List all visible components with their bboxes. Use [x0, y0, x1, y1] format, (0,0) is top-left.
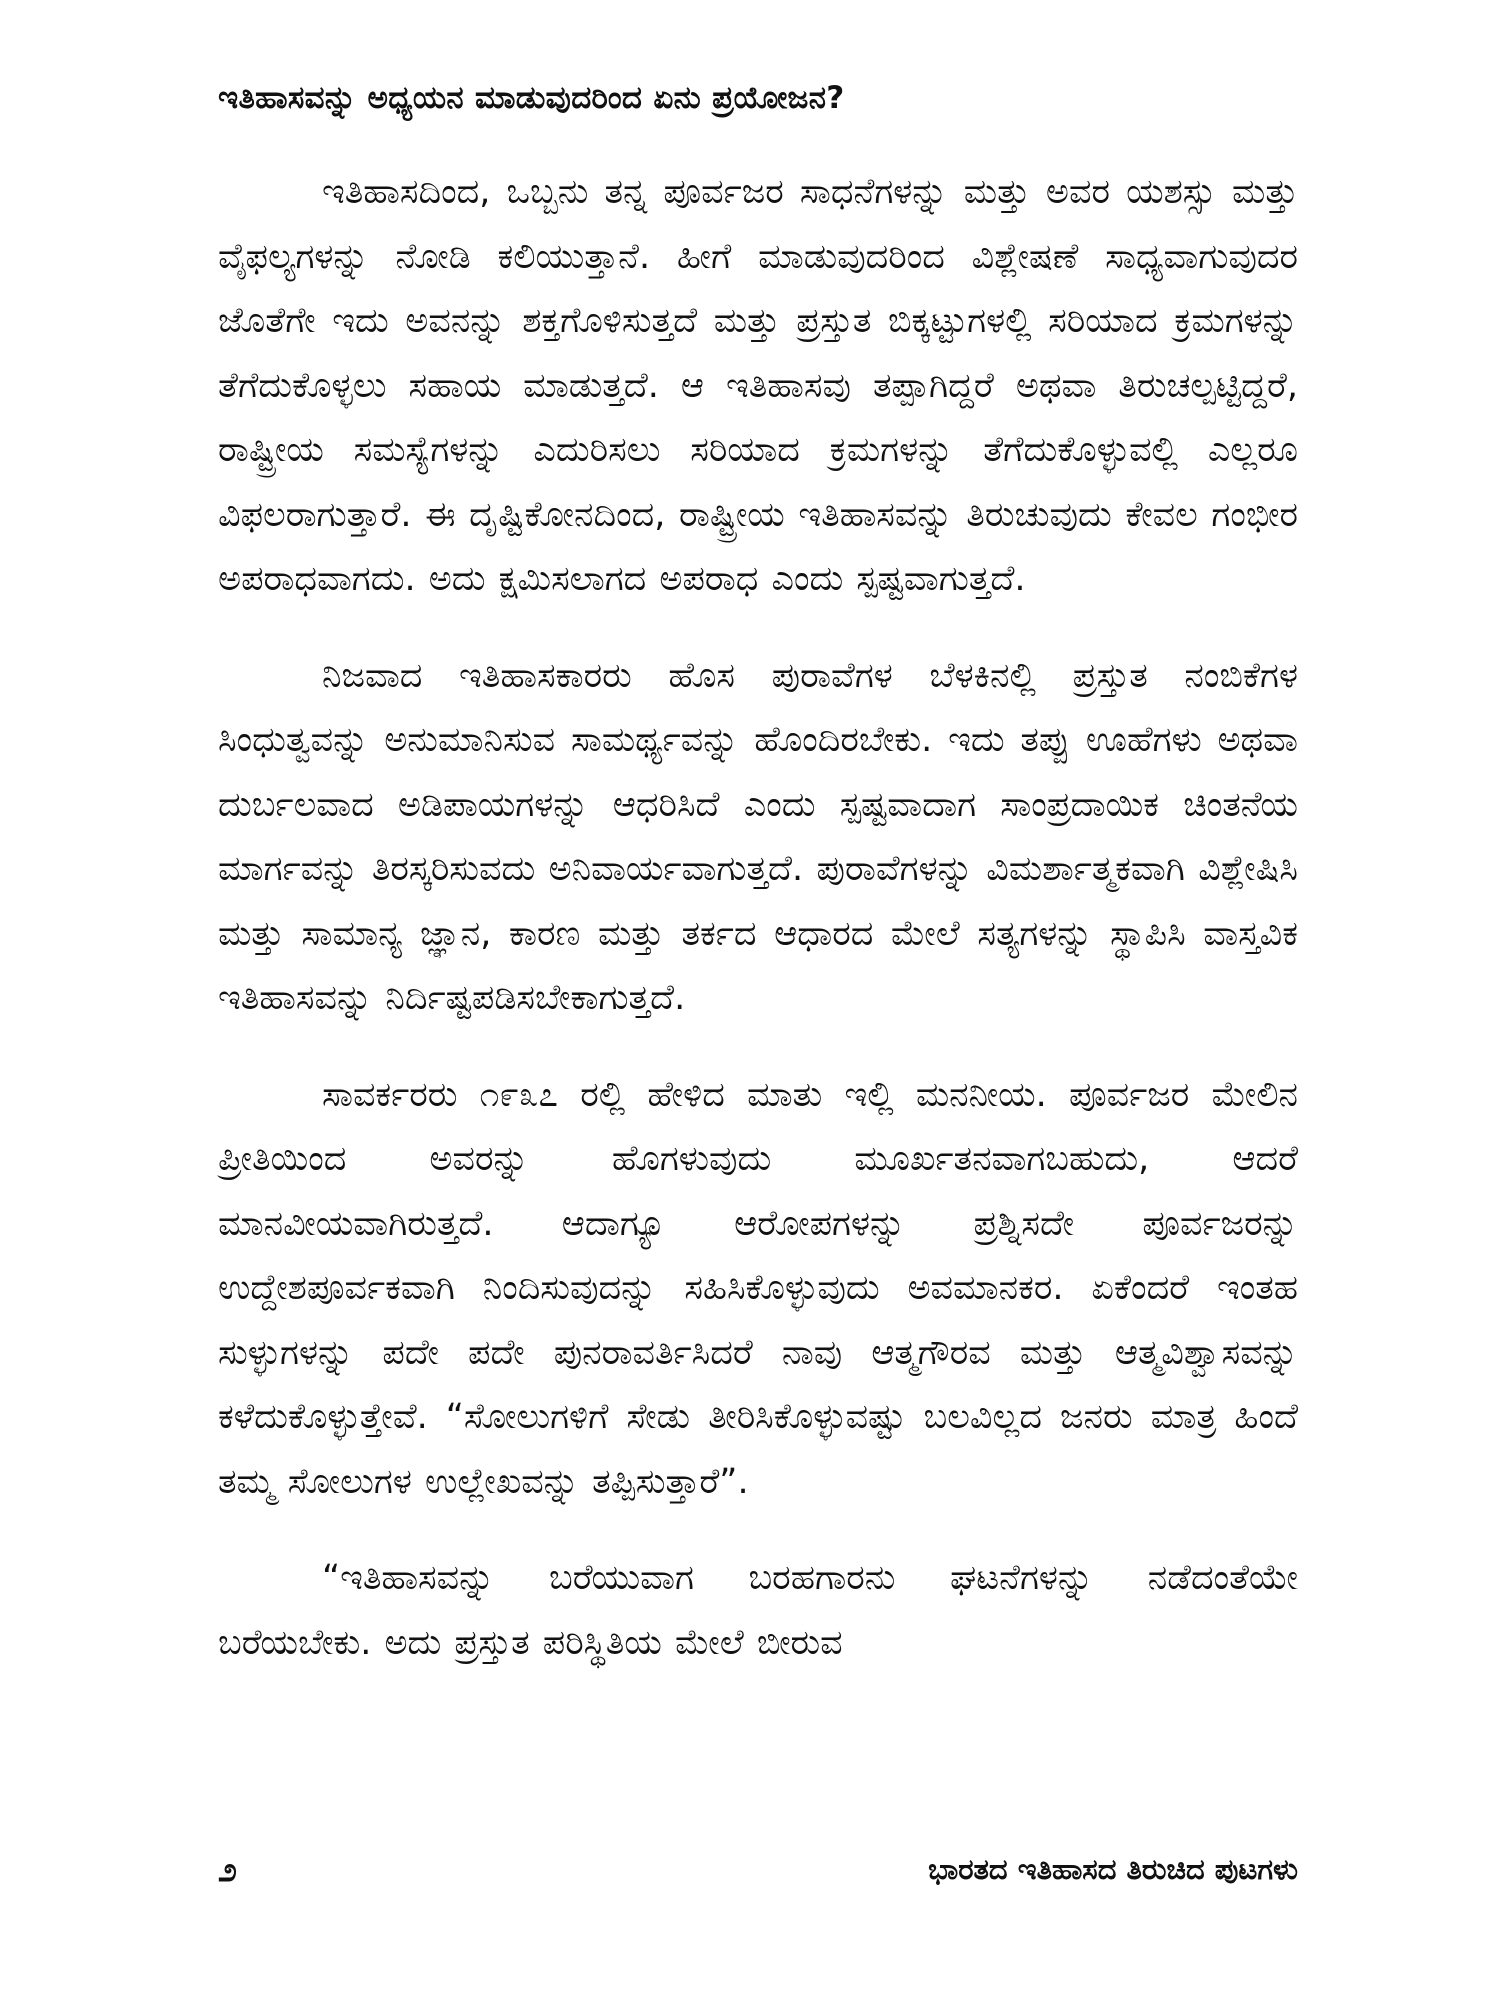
- page-number: ೨: [218, 1850, 238, 1890]
- paragraph-4: “ಇತಿಹಾಸವನ್ನು ಬರೆಯುವಾಗ ಬರಹಗಾರನು ಘಟನೆಗಳನ್ನು ನಡೆದಂತೆಯೇ ಬರೆಯಬೇಕು. ಅದು ಪ್ರಸ್ತುತ ಪರಿಸ್ಥಿತಿಯ ಮೇಲೆ ಬೀರುವ: [218, 1558, 1298, 1663]
- section-heading: ಇತಿಹಾಸವನ್ನು ಅಧ್ಯಯನ ಮಾಡುವುದರಿಂದ ಏನು ಪ್ರಯೋಜನ?: [218, 80, 845, 116]
- paragraph-3: ಸಾವರ್ಕರರು ೧೯೩೭ ರಲ್ಲಿ ಹೇಳಿದ ಮಾತು ಇಲ್ಲಿ ಮನನೀಯ. ಪೂರ್ವಜರ ಮೇಲಿನ ಪ್ರೀತಿಯಿಂದ ಅವರನ್ನು ಹೊಗಳುವುದು ಮೂರ್ಖತನವಾಗಬಹುದು, ಆದರೆ ಮಾನವೀಯವಾಗಿರುತ್ತದೆ. ಆದಾಗ್ಯೂ ಆರೋಪಗಳನ್ನು ಪ್ರಶ್ನಿಸದೇ ಪೂರ್ವಜರನ್ನು ಉದ್ದೇಶಪೂರ್ವಕವಾಗಿ ನಿಂದಿಸುವುದನ್ನು ಸಹಿಸಿಕೊಳ್ಳುವುದು ಅವಮಾನಕರ. ಏಕೆಂದರೆ ಇಂತಹ ಸುಳ್ಳುಗಳನ್ನು ಪದೇ ಪದೇ ಪುನರಾವರ್ತಿಸಿದರೆ ನಾವು ಆತ್ಮಗೌರವ ಮತ್ತು ಆತ್ಮವಿಶ್ವಾಸವನ್ನು ಕಳೆದುಕೊಳ್ಳುತ್ತೇವೆ. “ಸೋಲುಗಳಿಗೆ ಸೇಡು ತೀರಿಸಿಕೊಳ್ಳುವಷ್ಟು ಬಲವಿಲ್ಲದ ಜನರು ಮಾತ್ರ ಹಿಂದೆ ತಮ್ಮ ಸೋಲುಗಳ ಉಲ್ಲೇಖವನ್ನು ತಪ್ಪಿಸುತ್ತಾರೆ”.: [218, 1074, 1298, 1502]
- paragraph-1: ಇತಿಹಾಸದಿಂದ, ಒಬ್ಬನು ತನ್ನ ಪೂರ್ವಜರ ಸಾಧನೆಗಳನ್ನು ಮತ್ತು ಅವರ ಯಶಸ್ಸು ಮತ್ತು ವೈಫಲ್ಯಗಳನ್ನು ನೋಡಿ ಕಲಿಯುತ್ತಾನೆ. ಹೀಗೆ ಮಾಡುವುದರಿಂದ ವಿಶ್ಲೇಷಣೆ ಸಾಧ್ಯವಾಗುವುದರ ಜೊತೆಗೇ ಇದು ಅವನನ್ನು ಶಕ್ತಗೊಳಿಸುತ್ತದೆ ಮತ್ತು ಪ್ರಸ್ತುತ ಬಿಕ್ಕಟ್ಟುಗಳಲ್ಲಿ ಸರಿಯಾದ ಕ್ರಮಗಳನ್ನು ತೆಗೆದುಕೊಳ್ಳಲು ಸಹಾಯ ಮಾಡುತ್ತದೆ. ಆ ಇತಿಹಾಸವು ತಪ್ಪಾಗಿದ್ದರೆ ಅಥವಾ ತಿರುಚಲ್ಪಟ್ಟಿದ್ದರೆ, ರಾಷ್ಟ್ರೀಯ ಸಮಸ್ಯೆಗಳನ್ನು ಎದುರಿಸಲು ಸರಿಯಾದ ಕ್ರಮಗಳನ್ನು ತೆಗೆದುಕೊಳ್ಳುವಲ್ಲಿ ಎಲ್ಲರೂ ವಿಫಲರಾಗುತ್ತಾರೆ. ಈ ದೃಷ್ಟಿಕೋನದಿಂದ, ರಾಷ್ಟ್ರೀಯ ಇತಿಹಾಸವನ್ನು ತಿರುಚುವುದು ಕೇವಲ ಗಂಭೀರ ಅಪರಾಧವಾಗದು. ಅದು ಕ್ಷಮಿಸಲಾಗದ ಅಪರಾಧ ಎಂದು ಸ್ಪಷ್ಟವಾಗುತ್ತದೆ.: [218, 172, 1298, 599]
- book-title: ಭಾರತದ ಇತಿಹಾಸದ ತಿರುಚಿದ ಪುಟಗಳು: [928, 1852, 1298, 1886]
- page-footer: [218, 1850, 1298, 1900]
- paragraph-2: ನಿಜವಾದ ಇತಿಹಾಸಕಾರರು ಹೊಸ ಪುರಾವೆಗಳ ಬೆಳಕಿನಲ್ಲಿ ಪ್ರಸ್ತುತ ನಂಬಿಕೆಗಳ ಸಿಂಧುತ್ವವನ್ನು ಅನುಮಾನಿಸುವ ಸಾಮರ್ಥ್ಯವನ್ನು ಹೊಂದಿರಬೇಕು. ಇದು ತಪ್ಪು ಊಹೆಗಳು ಅಥವಾ ದುರ್ಬಲವಾದ ಅಡಿಪಾಯಗಳನ್ನು ಆಧರಿಸಿದೆ ಎಂದು ಸ್ಪಷ್ಟವಾದಾಗ ಸಾಂಪ್ರದಾಯಿಕ ಚಿಂತನೆಯ ಮಾರ್ಗವನ್ನು ತಿರಸ್ಕರಿಸುವದು ಅನಿವಾರ್ಯವಾಗುತ್ತದೆ. ಪುರಾವೆಗಳನ್ನು ವಿಮರ್ಶಾತ್ಮಕವಾಗಿ ವಿಶ್ಲೇಷಿಸಿ ಮತ್ತು ಸಾಮಾನ್ಯ ಜ್ಞಾನ, ಕಾರಣ ಮತ್ತು ತರ್ಕದ ಆಧಾರದ ಮೇಲೆ ಸತ್ಯಗಳನ್ನು ಸ್ಥಾಪಿಸಿ ವಾಸ್ತವಿಕ ಇತಿಹಾಸವನ್ನು ನಿರ್ದಿಷ್ಟಪಡಿಸಬೇಕಾಗುತ್ತದೆ.: [218, 655, 1298, 1018]
- body-text: [218, 160, 1298, 1707]
